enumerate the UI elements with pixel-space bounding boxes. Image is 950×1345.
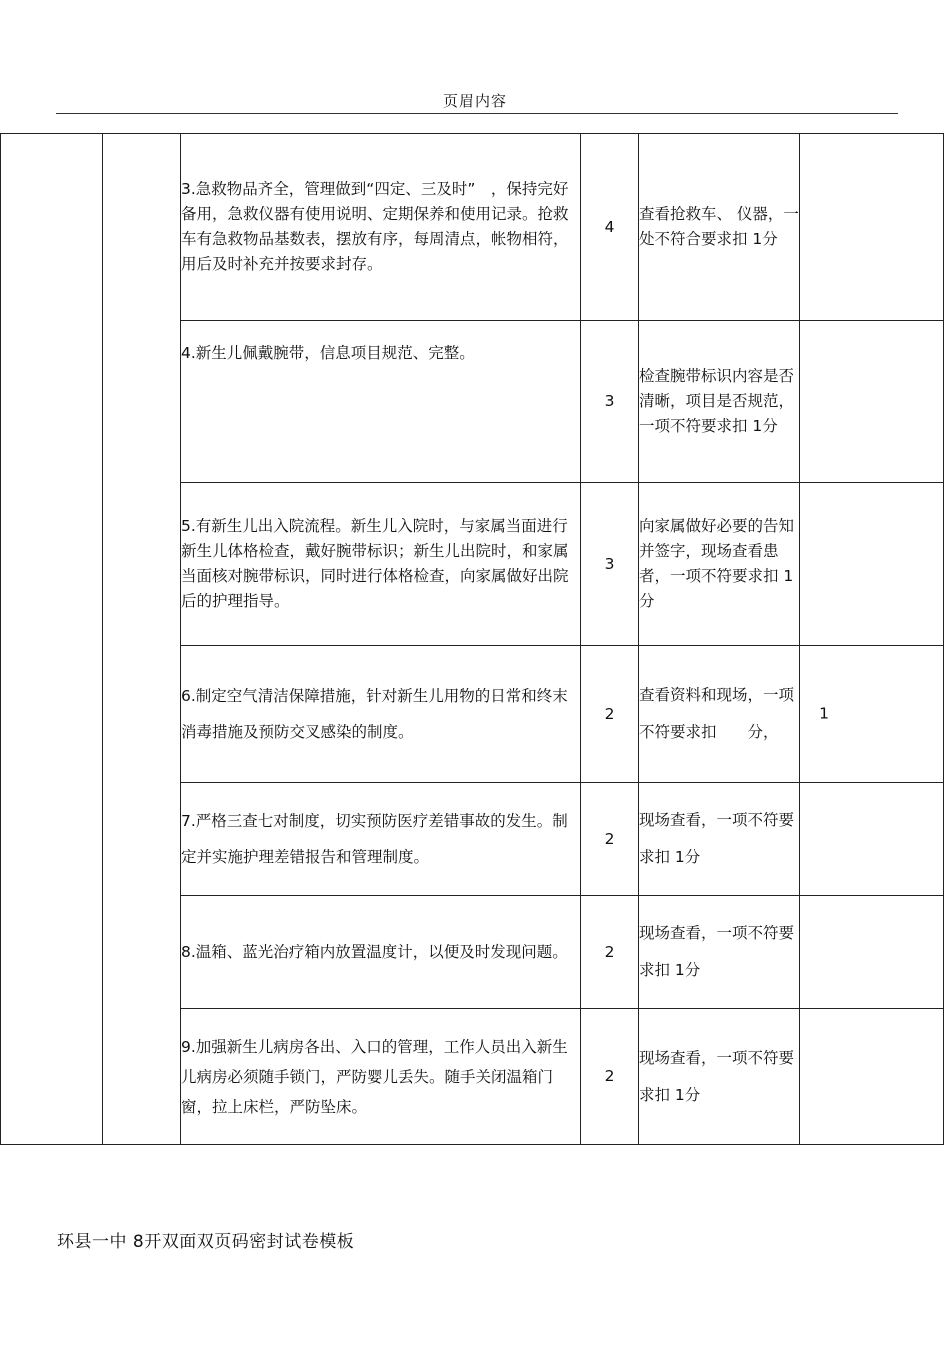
requirement-cell: 8.温箱、蓝光治疗箱内放置温度计，以便及时发现问题。 <box>181 896 581 1009</box>
score-cell: 2 <box>581 896 639 1009</box>
deduction-cell <box>800 321 944 483</box>
method-cell: 向家属做好必要的告知并签字，现场查看患者，一项不符要求扣 1分 <box>639 483 800 646</box>
method-text: 查看资料和现场，一项不符要求扣 分， <box>639 686 795 741</box>
page-header: 页眉内容 <box>442 92 507 110</box>
method-cell: 现场查看，一项不符要求扣 1分 <box>639 783 800 896</box>
page-footer: 环县一中 8开双面双页码密封试卷模板 <box>57 1232 355 1252</box>
method-cell <box>639 646 829 783</box>
category-cell <box>1 134 103 1145</box>
score-cell: 3 <box>581 321 639 483</box>
requirement-cell: 5.有新生儿出入院流程。新生儿入院时，与家属当面进行新生儿体格检查，戴好腕带标识；新生儿出院时，和家属当面核对腕带标识，同时进行体格检查，向家属做好出院后的护理指导。 <box>181 483 581 646</box>
deduction-value: 1 <box>819 704 829 723</box>
header-divider <box>56 113 898 114</box>
score-cell: 2 <box>581 1009 639 1145</box>
scoring-table <box>0 133 944 1145</box>
deduction-cell <box>800 896 944 1009</box>
score-cell: 2 <box>581 646 639 783</box>
requirement-cell: 4.新生儿佩戴腕带，信息项目规范、完整。 <box>181 321 581 483</box>
score-cell: 4 <box>581 134 639 321</box>
method-cell: 检查腕带标识内容是否清晰，项目是否规范，一项不符要求扣 1分 <box>639 321 800 483</box>
score-cell: 2 <box>581 783 639 896</box>
deduction-cell <box>800 483 944 646</box>
deduction-cell <box>800 134 944 321</box>
deduction-cell <box>800 783 944 896</box>
requirement-cell: 9.加强新生儿病房各出、入口的管理，工作人员出入新生儿病房必须随手锁门，严防婴儿丢失。随手关闭温箱门窗，拉上床栏，严防坠床。 <box>181 1009 581 1145</box>
method-cell: 现场查看，一项不符要求扣 1分 <box>639 1009 800 1145</box>
requirement-cell: 6.制定空气清洁保障措施，针对新生儿用物的日常和终末消毒措施及预防交叉感染的制度。 <box>181 646 581 783</box>
table-row <box>1 134 944 321</box>
method-cell: 现场查看，一项不符要求扣 1分 <box>639 896 800 1009</box>
method-cell: 查看抢救车、 仪器，一处不符合要求扣 1分 <box>639 134 800 321</box>
requirement-cell: 3.急救物品齐全，管理做到“四定、三及时” ，保持完好备用，急救仪器有使用说明、定期保养和使用记录。抢救车有急救物品基数表，摆放有序，每周清点，帐物相符，用后及时补充并按要求封存。 <box>181 134 581 321</box>
score-cell: 3 <box>581 483 639 646</box>
requirement-cell: 7.严格三查七对制度，切实预防医疗差错事故的发生。制定并实施护理差错报告和管理制度。 <box>181 783 581 896</box>
subcategory-cell <box>103 134 181 1145</box>
deduction-cell <box>800 1009 944 1145</box>
